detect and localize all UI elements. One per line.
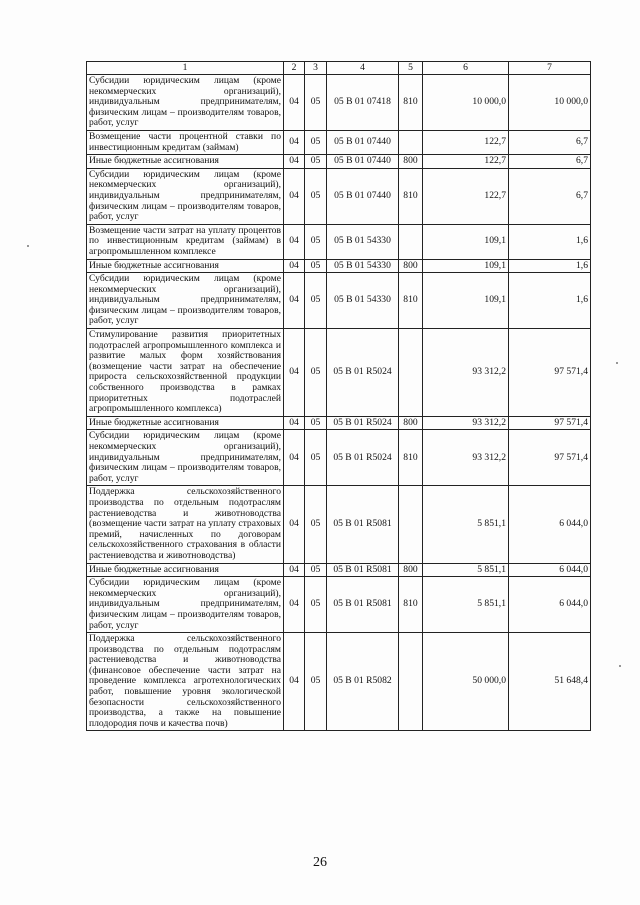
amount-year2-cell: 1,6 bbox=[509, 259, 591, 273]
subsection-cell: 05 bbox=[305, 329, 327, 417]
subsection-cell: 05 bbox=[305, 168, 327, 224]
item-name-cell: Иные бюджетные ассигнования bbox=[87, 259, 284, 273]
subsection-cell: 05 bbox=[305, 259, 327, 273]
expense-type-cell bbox=[399, 486, 423, 563]
section-cell: 04 bbox=[284, 155, 305, 169]
item-name-cell: Субсидии юридическим лицам (кроме некоммерческих организаций), индивидуальным предпринимателям, физическим лицам – производителям товаров, работ, услуг bbox=[87, 75, 284, 131]
amount-year1-cell: 5 851,1 bbox=[423, 577, 509, 633]
amount-year2-cell: 6 044,0 bbox=[509, 486, 591, 563]
target-article-cell: 05 В 01 07418 bbox=[327, 75, 399, 131]
subsection-cell: 05 bbox=[305, 430, 327, 486]
table-row bbox=[87, 224, 591, 259]
subsection-cell: 05 bbox=[305, 577, 327, 633]
item-name-cell: Иные бюджетные ассигнования bbox=[87, 155, 284, 169]
item-name-cell: Субсидии юридическим лицам (кроме некоммерческих организаций), индивидуальным предпринимателям, физическим лицам – производителям товаров, работ, услуг bbox=[87, 430, 284, 486]
section-cell: 04 bbox=[284, 75, 305, 131]
section-cell: 04 bbox=[284, 273, 305, 329]
item-name-cell: Иные бюджетные ассигнования bbox=[87, 416, 284, 430]
target-article-cell: 05 В 01 R5081 bbox=[327, 577, 399, 633]
amount-year1-cell: 109,1 bbox=[423, 224, 509, 259]
item-name-cell: Субсидии юридическим лицам (кроме некоммерческих организаций), индивидуальным предпринимателям, физическим лицам – производителям товаров, работ, услуг bbox=[87, 168, 284, 224]
amount-year1-cell: 93 312,2 bbox=[423, 430, 509, 486]
table-row bbox=[87, 75, 591, 131]
amount-year2-cell: 6,7 bbox=[509, 130, 591, 154]
column-header: 5 bbox=[399, 62, 423, 75]
subsection-cell: 05 bbox=[305, 224, 327, 259]
amount-year2-cell: 1,6 bbox=[509, 273, 591, 329]
target-article-cell: 05 В 01 R5081 bbox=[327, 486, 399, 563]
amount-year1-cell: 10 000,0 bbox=[423, 75, 509, 131]
page-number: 26 bbox=[313, 855, 327, 870]
amount-year2-cell: 6 044,0 bbox=[509, 563, 591, 577]
section-cell: 04 bbox=[284, 633, 305, 731]
table-row bbox=[87, 633, 591, 731]
item-name-cell: Субсидии юридическим лицам (кроме некоммерческих организаций), индивидуальным предпринимателям, физическим лицам – производителям товаров, работ, услуг bbox=[87, 273, 284, 329]
target-article-cell: 05 В 01 54330 bbox=[327, 273, 399, 329]
amount-year1-cell: 122,7 bbox=[423, 130, 509, 154]
target-article-cell: 05 В 01 07440 bbox=[327, 168, 399, 224]
column-header: 4 bbox=[327, 62, 399, 75]
section-cell: 04 bbox=[284, 563, 305, 577]
scan-speck bbox=[27, 245, 29, 247]
expense-type-cell bbox=[399, 130, 423, 154]
target-article-cell: 05 В 01 54330 bbox=[327, 224, 399, 259]
expense-type-cell bbox=[399, 329, 423, 417]
table-row bbox=[87, 259, 591, 273]
amount-year2-cell: 51 648,4 bbox=[509, 633, 591, 731]
section-cell: 04 bbox=[284, 259, 305, 273]
item-name-cell: Возмещение части затрат на уплату процентов по инвестиционным кредитам (займам) в агропромышленном комплексе bbox=[87, 224, 284, 259]
table-row bbox=[87, 155, 591, 169]
item-name-cell: Возмещение части процентной ставки по инвестиционным кредитам (займам) bbox=[87, 130, 284, 154]
amount-year1-cell: 109,1 bbox=[423, 259, 509, 273]
amount-year2-cell: 97 571,4 bbox=[509, 329, 591, 417]
expense-type-cell: 810 bbox=[399, 75, 423, 131]
target-article-cell: 05 В 01 54330 bbox=[327, 259, 399, 273]
section-cell: 04 bbox=[284, 224, 305, 259]
subsection-cell: 05 bbox=[305, 416, 327, 430]
amount-year2-cell: 6,7 bbox=[509, 155, 591, 169]
table-row bbox=[87, 273, 591, 329]
subsection-cell: 05 bbox=[305, 273, 327, 329]
section-cell: 04 bbox=[284, 416, 305, 430]
table-row bbox=[87, 563, 591, 577]
scan-speck bbox=[619, 665, 621, 667]
expense-type-cell: 800 bbox=[399, 155, 423, 169]
subsection-cell: 05 bbox=[305, 486, 327, 563]
subsection-cell: 05 bbox=[305, 75, 327, 131]
column-header: 6 bbox=[423, 62, 509, 75]
amount-year2-cell: 97 571,4 bbox=[509, 430, 591, 486]
target-article-cell: 05 В 01 07440 bbox=[327, 155, 399, 169]
expense-type-cell: 800 bbox=[399, 259, 423, 273]
target-article-cell: 05 В 01 07440 bbox=[327, 130, 399, 154]
section-cell: 04 bbox=[284, 329, 305, 417]
column-header: 7 bbox=[509, 62, 591, 75]
amount-year2-cell: 6 044,0 bbox=[509, 577, 591, 633]
expense-type-cell: 810 bbox=[399, 168, 423, 224]
amount-year1-cell: 5 851,1 bbox=[423, 563, 509, 577]
table-row bbox=[87, 130, 591, 154]
table-row bbox=[87, 577, 591, 633]
amount-year2-cell: 6,7 bbox=[509, 168, 591, 224]
amount-year2-cell: 10 000,0 bbox=[509, 75, 591, 131]
amount-year1-cell: 109,1 bbox=[423, 273, 509, 329]
column-header: 3 bbox=[305, 62, 327, 75]
table-row bbox=[87, 329, 591, 417]
section-cell: 04 bbox=[284, 168, 305, 224]
section-cell: 04 bbox=[284, 430, 305, 486]
table-row bbox=[87, 486, 591, 563]
expense-type-cell: 800 bbox=[399, 563, 423, 577]
target-article-cell: 05 В 01 R5082 bbox=[327, 633, 399, 731]
subsection-cell: 05 bbox=[305, 155, 327, 169]
target-article-cell: 05 В 01 R5024 bbox=[327, 329, 399, 417]
target-article-cell: 05 В 01 R5024 bbox=[327, 416, 399, 430]
table-body bbox=[87, 75, 591, 731]
subsection-cell: 05 bbox=[305, 563, 327, 577]
expense-type-cell: 810 bbox=[399, 430, 423, 486]
item-name-cell: Стимулирование развития приоритетных подотраслей агропромышленного комплекса и развитие малых форм хозяйствования (возмещение части затрат на обеспечение прироста сельскохозяйственной продукции собственного производства в рамках приоритетных подотраслей агропромышленного комплекса) bbox=[87, 329, 284, 417]
amount-year1-cell: 50 000,0 bbox=[423, 633, 509, 731]
expense-type-cell: 810 bbox=[399, 273, 423, 329]
item-name-cell: Иные бюджетные ассигнования bbox=[87, 563, 284, 577]
expense-type-cell: 810 bbox=[399, 577, 423, 633]
column-header: 1 bbox=[87, 62, 284, 75]
amount-year1-cell: 93 312,2 bbox=[423, 416, 509, 430]
target-article-cell: 05 В 01 R5081 bbox=[327, 563, 399, 577]
target-article-cell: 05 В 01 R5024 bbox=[327, 430, 399, 486]
amount-year1-cell: 93 312,2 bbox=[423, 329, 509, 417]
item-name-cell: Субсидии юридическим лицам (кроме некоммерческих организаций), индивидуальным предпринимателям, физическим лицам – производителям товаров, работ, услуг bbox=[87, 577, 284, 633]
expense-type-cell: 800 bbox=[399, 416, 423, 430]
table-row bbox=[87, 416, 591, 430]
expense-type-cell bbox=[399, 224, 423, 259]
section-cell: 04 bbox=[284, 130, 305, 154]
subsection-cell: 05 bbox=[305, 633, 327, 731]
section-cell: 04 bbox=[284, 486, 305, 563]
amount-year1-cell: 5 851,1 bbox=[423, 486, 509, 563]
section-cell: 04 bbox=[284, 577, 305, 633]
table-row bbox=[87, 430, 591, 486]
amount-year1-cell: 122,7 bbox=[423, 155, 509, 169]
header-row bbox=[87, 62, 591, 75]
amount-year1-cell: 122,7 bbox=[423, 168, 509, 224]
item-name-cell: Поддержка сельскохозяйственного производства по отдельным подотраслям растениеводства и животноводства (финансовое обеспечение части затрат на проведение комплекса агротехнологических работ, повышение уровня экологической безопасности сельскохозяйственного производства, а также на повышение плодородия почв и качества почв) bbox=[87, 633, 284, 731]
amount-year2-cell: 97 571,4 bbox=[509, 416, 591, 430]
column-header: 2 bbox=[284, 62, 305, 75]
scan-speck bbox=[616, 362, 618, 364]
budget-table bbox=[86, 61, 591, 731]
table-row bbox=[87, 168, 591, 224]
amount-year2-cell: 1,6 bbox=[509, 224, 591, 259]
expense-type-cell bbox=[399, 633, 423, 731]
subsection-cell: 05 bbox=[305, 130, 327, 154]
item-name-cell: Поддержка сельскохозяйственного производства по отдельным подотраслям растениеводства и животноводства (возмещение части затрат на уплату страховых премий, начисленных по договорам сельскохозяйственного страхования в области растениеводства и животноводства) bbox=[87, 486, 284, 563]
